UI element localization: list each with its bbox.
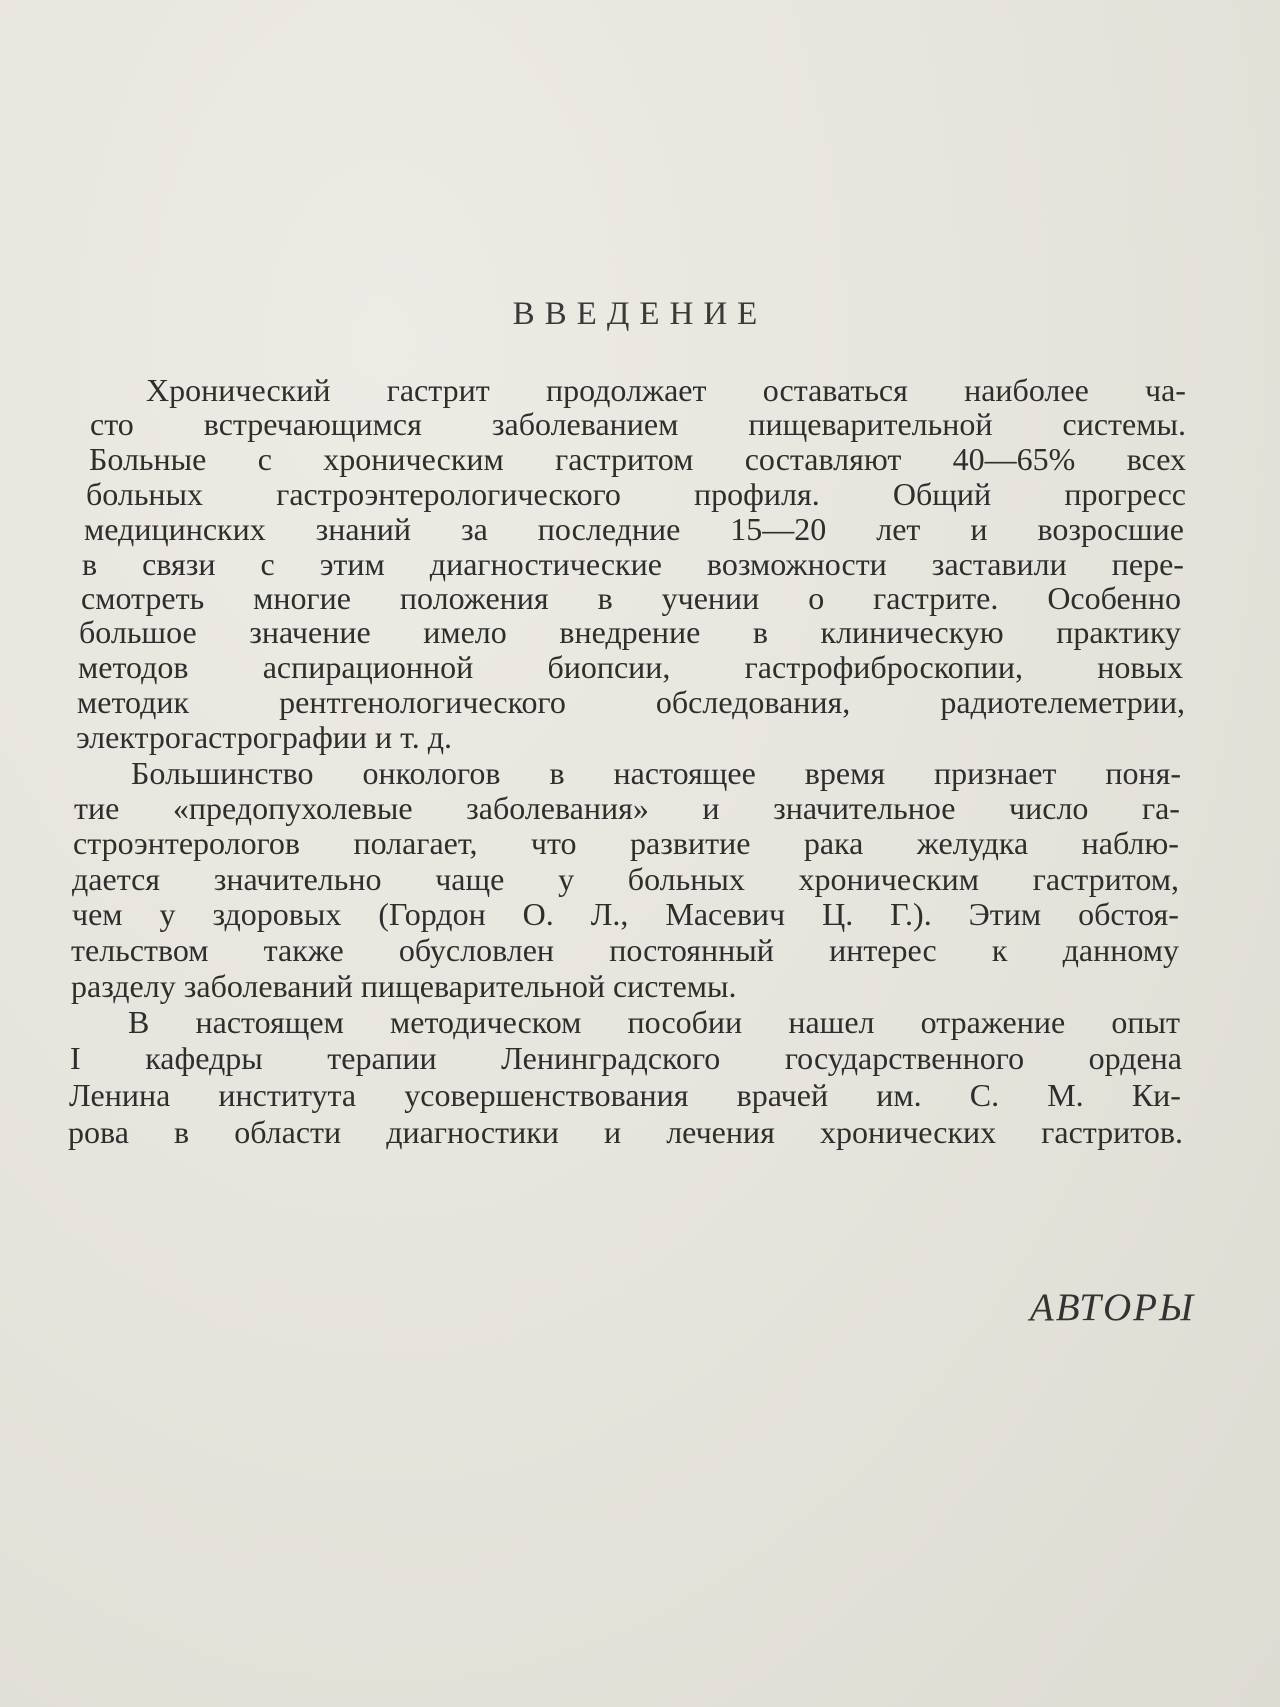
text-line [68,1114,1183,1150]
text-line [82,546,1184,582]
word: значение [249,614,371,650]
word: усовершенствования [404,1077,689,1113]
word: за [460,511,488,547]
word: и [603,1114,622,1150]
word: имело [423,614,507,650]
word: также [263,932,344,968]
word: положения [399,580,549,616]
text-line: электрогастрографии и т. д. [76,719,453,755]
word: О. [522,896,554,932]
word: время [804,755,886,791]
word: В [128,1004,150,1040]
word: рентгенологического [279,684,566,720]
word: пособии [627,1004,743,1040]
word: к [991,932,1008,968]
word: Общий [892,476,992,512]
word: заставили [931,546,1067,582]
word: в [597,580,613,616]
word: данному [1062,932,1179,968]
word: в [752,614,768,650]
word: гастритом [555,441,694,477]
word: дается [72,861,160,897]
word: и [702,790,720,826]
word: поня- [1105,755,1181,791]
word: тие [74,790,120,826]
word: С. [969,1077,1000,1113]
text-line [128,1004,1180,1040]
word: системы. [1062,406,1186,442]
word: Этим [968,896,1042,932]
word: ча- [1145,372,1186,408]
word: Больные [89,441,207,477]
signature: АВТОРЫ [1029,1286,1195,1329]
word: Г.). [890,896,932,932]
word: Ленинградского [501,1040,721,1076]
word: последние [537,511,681,547]
word: больных [627,861,745,897]
word: онкологов [362,755,501,791]
text-line [81,580,1181,616]
text-line [78,649,1183,685]
word: больных [86,476,204,512]
word: настоящее [613,755,756,791]
text-line [79,614,1181,650]
text-line [131,755,1181,791]
word: внедрение [559,614,701,650]
word: составляют [744,441,902,477]
text-line: разделу заболеваний пищеварительной системы. [71,968,737,1004]
word: гастрите. [873,580,999,616]
word: отражение [920,1004,1066,1040]
word: заболеванием [491,406,679,442]
word: диагностики [386,1114,559,1150]
word: методик [77,684,190,720]
word: у [159,896,176,932]
word: кафедры [145,1040,263,1076]
word: возросшие [1037,511,1184,547]
word: обстоя- [1078,896,1179,932]
text-line [86,476,1186,512]
word: у [558,861,575,897]
word: 40—65% [952,441,1076,477]
page-title: ВВЕДЕНИЕ [512,296,768,332]
word: терапии [327,1040,437,1076]
word: М. [1047,1077,1084,1113]
word: хронических [819,1114,997,1150]
word: наблю- [1081,825,1179,861]
word: гастроэнтерологического [276,476,621,512]
word: большое [79,614,197,650]
word: аспирационной [262,649,474,685]
word: Л., [590,896,629,932]
word: Хронический [146,372,331,408]
word: пере- [1111,546,1184,582]
text-line [74,790,1180,826]
word: ордена [1088,1040,1182,1076]
text-line [84,511,1184,547]
word: врачей [736,1077,829,1113]
word: встречающимся [203,406,422,442]
word: в [549,755,565,791]
word: га- [1141,790,1180,826]
word: (Гордон [378,896,486,932]
word: Ц. [822,896,854,932]
word: и [970,511,988,547]
word: им. [876,1077,922,1113]
word: гастритом, [1032,861,1179,897]
word: биопсии, [547,649,671,685]
word: опыт [1111,1004,1180,1040]
text-line [77,684,1185,720]
word: Ки- [1131,1077,1181,1113]
word: чем [72,896,123,932]
word: лет [876,511,921,547]
word: в [173,1114,190,1150]
word: практику [1056,614,1181,650]
word: лечения [666,1114,775,1150]
word: института [218,1077,357,1113]
word: смотреть [81,580,205,616]
word: развитие [630,825,751,861]
word: методическом [389,1004,582,1040]
word: полагает, [353,825,478,861]
word: с [260,546,275,582]
word: наиболее [964,372,1089,408]
text-line [70,1040,1182,1076]
word: гастрит [386,372,490,408]
text-line [89,441,1186,477]
word: в [82,546,98,582]
text-line [73,825,1179,861]
word: значительно [213,861,382,897]
text-line [71,932,1179,968]
word: методов [78,649,189,685]
word: признает [934,755,1057,791]
word: что [530,825,577,861]
word: с [257,441,272,477]
text-line [69,1077,1181,1113]
word: обусловлен [398,932,555,968]
word: пищеварительной [748,406,993,442]
word: Особенно [1047,580,1181,616]
word: гастрофиброскопии, [744,649,1023,685]
word: клиническую [820,614,1004,650]
word: сто [90,406,134,442]
word: хроническим [798,861,980,897]
word: Большинство [131,755,314,791]
word: заболевания» [466,790,649,826]
word: связи [142,546,216,582]
word: чаще [435,861,505,897]
word: желудка [916,825,1029,861]
word: области [234,1114,342,1150]
word: оставаться [762,372,908,408]
word: многие [253,580,351,616]
word: профиля. [694,476,820,512]
word: обследования, [655,684,851,720]
word: 15—20 [730,511,827,547]
word: хроническим [323,441,504,477]
word: Масевич [665,896,786,932]
word: гастритов. [1041,1114,1183,1150]
word: диагностические [429,546,662,582]
word: о [808,580,825,616]
word: Ленина [69,1077,171,1113]
word: постоянный [609,932,774,968]
word: I [70,1040,81,1076]
word: государственного [784,1040,1025,1076]
word: тельством [71,932,209,968]
word: радиотелеметрии, [940,684,1185,720]
word: рова [68,1114,129,1150]
text-line [72,896,1179,932]
word: здоровых [212,896,342,932]
text-line [90,406,1186,442]
word: возможности [706,546,887,582]
word: интерес [829,932,937,968]
text-line [72,861,1179,897]
word: настоящем [195,1004,344,1040]
word: строэнтерологов [73,825,300,861]
word: продолжает [545,372,707,408]
word: всех [1126,441,1186,477]
word: новых [1097,649,1183,685]
word: нашел [788,1004,875,1040]
word: рака [803,825,864,861]
word: этим [319,546,385,582]
word: знаний [315,511,411,547]
word: медицинских [84,511,266,547]
word: «предопухолевые [172,790,413,826]
word: значительное [773,790,956,826]
text-line [146,372,1186,408]
word: число [1009,790,1089,826]
word: прогресс [1064,476,1186,512]
word: учении [661,580,760,616]
